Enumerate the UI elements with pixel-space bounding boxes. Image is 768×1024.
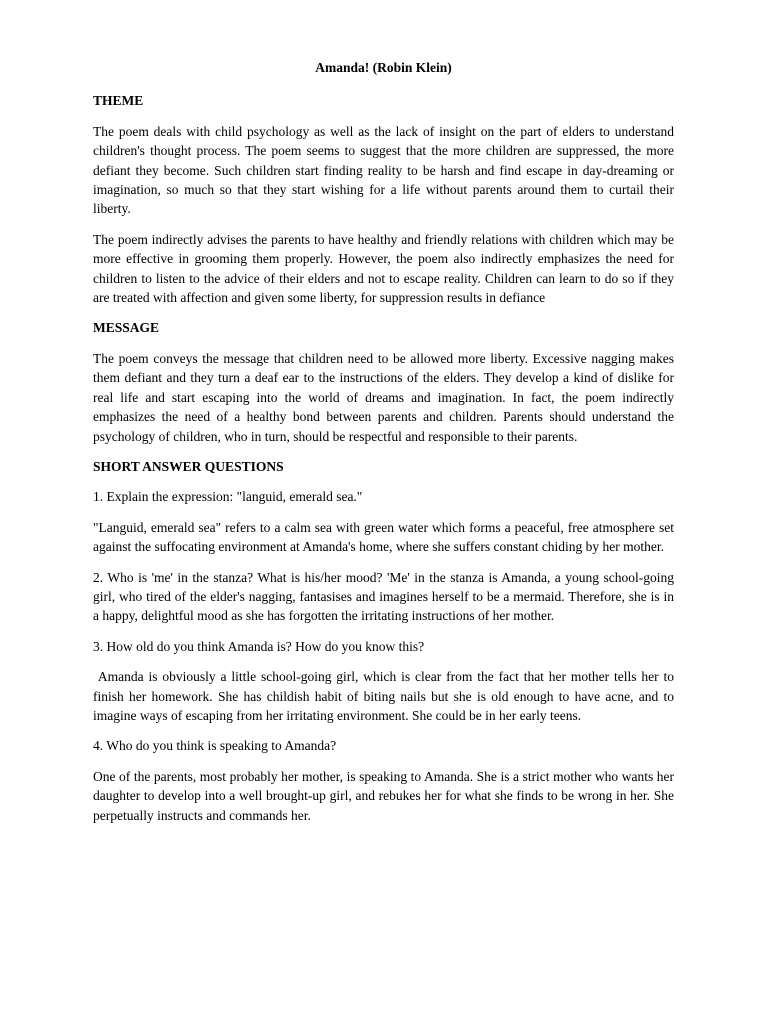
answer-4: One of the parents, most probably her mother, is speaking to Amanda. She is a strict mother who wants her daughter to develop into a well brought-up girl, and rebukes her for what she finds to be wrong in her. She perpetually instructs and commands her.: [93, 768, 674, 823]
question-3: 3. How old do you think Amanda is? How do you know this?: [93, 638, 425, 654]
section-heading-message: MESSAGE: [93, 320, 160, 336]
answer-3: Amanda is obviously a little school-going girl, which is clear from the fact that her mother tells her to finish her homework. She has childish habit of biting nails but she is old enough to have acne, and to imagine ways of escaping from her irritating environment. She could be in her early teens.: [93, 669, 678, 723]
answer-1: "Languid, emerald sea" refers to a calm sea with green water which forms a peaceful, free atmosphere set against the suffocating environment at Amanda's home, where she suffers constant chiding by her mother.: [93, 519, 674, 555]
section-heading-short-answers: SHORT ANSWER QUESTIONS: [93, 458, 284, 474]
question-4: 4. Who do you think is speaking to Amanda?: [93, 738, 337, 754]
theme-paragraph: The poem indirectly advises the parents to have healthy and friendly relations with children which may be more effective in grooming them properly. However, the poem also indirectly emphasizes the need for children to listen to the advice of their elders and not to escape reality. Children can learn to do so if they are treated with affection and given some liberty, for suppression results in defiance: [93, 231, 674, 306]
question-2: 2. Who is 'me' in the stanza? What is his/her mood? 'Me' in the stanza is Amanda, a young school-going girl, who tired of the elder's nagging, fantasises and imagines herself to be a mermaid. Therefore, she is in a happy, delightful mood as she has forgotten the irritating instructions of her mother.: [93, 569, 674, 624]
document-page: [93, 58, 678, 836]
question-1: 1. Explain the expression: "languid, emerald sea.": [93, 489, 363, 505]
section-heading-theme: THEME: [93, 93, 144, 109]
message-paragraph: The poem conveys the message that children need to be allowed more liberty. Excessive nagging makes them defiant and they turn a deaf ear to the instructions of the elders. They develop a kind of dislike for real life and start escaping into the world of dreams and imagination. In fact, the poem indirectly emphasizes the need of a healthy bond between parents and children. Parents should understand the psychology of children, who in turn, should be respectful and responsible to their parents.: [93, 350, 674, 444]
document-title: Amanda! (Robin Klein): [315, 60, 452, 75]
theme-paragraph: The poem deals with child psychology as well as the lack of insight on the part of elders to understand children's thought process. The poem seems to suggest that the more children are suppressed, the more defiant they become. Such children start finding reality to be harsh and find escape in day-dreaming or imagination, so much so that they start wishing for a life without parents around them to curtail their liberty.: [93, 123, 674, 217]
